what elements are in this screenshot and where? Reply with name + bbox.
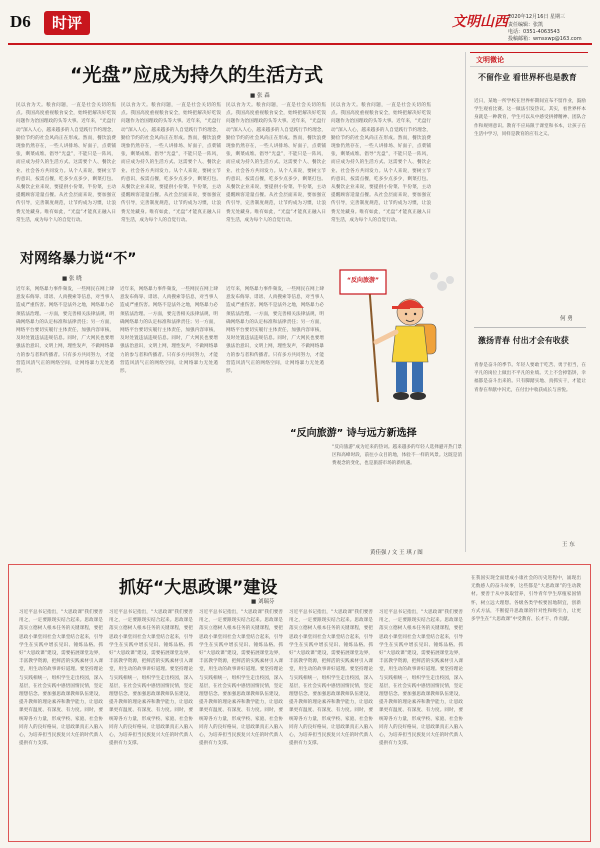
lead-body-col2: 民以食为天。粮食问题，一直是社会关切的焦点。我国高度重视粮食安全，始终把解决好吃饭问题作为治国理政的头等大事。近年来，“光盘行动”深入人心，越来越多的人自觉践行节约理念，勤俭节约的社会风尚正在形成。然而，餐饮浪费现象仍然存在，一些人讲排场、好面子，点菜铺张，剩菜成堆。倡导“光盘”，不能只是一阵风，而应成为持久的生活方式。这需要个人、餐饮企业、社会各方共同发力。从个人来说，要树立节约意识，按需点餐，吃多少点多少，剩菜打包。从餐饮企业来说，要提供小份菜、半份菜，主动提醒顾客适量点餐。从社会层面来说，要加强宣传引导，完善制度规范，让节约成为习惯，让浪费无处藏身。唯有如此，“光盘”才能真正融入日常生活，成为每个人的自觉行动。 — [121, 103, 221, 223]
violence-byline: ■ 张 晓 — [62, 276, 82, 282]
violence-body: 近年来，网络暴力事件频发，一些网民在网上肆意发布侮辱、诽谤、人肉搜索等信息，对当事人造成严重伤害。网络不是法外之地，网络暴力必须依法治理。一方面，要完善相关法律法规，明确网络暴力的认定标准和法律责任；另一方面，网络平台要切实履行主体责任，加强内容审核，及时处置违法违规信息。同时，广大网民也要增强法治意识，文明上网，理性发声，不做网络暴力的参与者和传播者。只有多方共同努力，才能营造风清气正的网络空间，让网络暴力无处遁形。 — [16, 287, 114, 375]
sidebar-item1-body: 近日，某地一所学校在世界杯期间宣布不留作业，鼓励学生观看比赛。这一做法引发热议。其实，看世界杯本身就是一种教育，学生可以从中感受拼搏精神、团队合作和规则意识。教育不应局限于课堂和书本，让孩子在生活中学习，同样是教育的应有之义。 — [474, 99, 586, 137]
masthead-logo: 文明山西 — [452, 14, 508, 30]
feature-body-col2: 习近平总书记指出，“大思政课”我们要善用之，一定要跟现实结合起来。思政课是落实立德树人根本任务的关键课程，要把思政小课堂同社会大课堂结合起来，引导学生在实践中增长见识、锤炼品格。抓好“大思政课”建设，需要拓展课堂边界，丰富教学资源，把鲜活的实践素材引入课堂，用生动的故事讲好道理。要坚持理论与实践相统一，组织学生走出校园，深入基层，在社会实践中感悟国情民情，坚定理想信念。要加强思政课教师队伍建设，提升教师的理论素养和教学能力，让思政课更有温度、有深度、有力度。同时，要统筹各方力量，形成学校、家庭、社会协同育人的良好格局，让思政课真正入脑入心，为培养担当民族复兴大任的时代新人提供有力支撑。 — [109, 610, 193, 747]
feature-side-body: 在我国实现全面建成小康社会的历史进程中，涌现出无数感人的奋斗故事，这些都是“大思政课”的生动教材。要善于从中汲取营养，引导青年学生厚植家国情怀，树立远大理想。各级各类学校要因地制宜，创新方式方法，不断提升思政课的针对性和吸引力，让更多学生在“大思政课”中受教育、长才干、作贡献。 — [471, 576, 581, 623]
sidebar-title: 文明微论 — [476, 56, 504, 64]
cartoon-illustration — [330, 262, 460, 412]
feature-body-col3: 习近平总书记指出，“大思政课”我们要善用之，一定要跟现实结合起来。思政课是落实立德树人根本任务的关键课程，要把思政小课堂同社会大课堂结合起来，引导学生在实践中增长见识、锤炼品格。抓好“大思政课”建设，需要拓展课堂边界，丰富教学资源，把鲜活的实践素材引入课堂，用生动的故事讲好道理。要坚持理论与实践相统一，组织学生走出校园，深入基层，在社会实践中感悟国情民情，坚定理想信念。要加强思政课教师队伍建设，提升教师的理论素养和教学能力，让思政课更有温度、有深度、有力度。同时，要统筹各方力量，形成学校、家庭、社会协同育人的良好格局，让思政课真正入脑入心，为培养担当民族复兴大任的时代新人提供有力支撑。 — [199, 610, 283, 747]
sidebar-item2-body: 青春是奋斗的季节。年轻人要敢于吃苦、勇于担当，在平凡的岗位上做出不平凡的业绩。天上不会掉馅饼，幸福都是奋斗出来的。只有脚踏实地、真抓实干，才能让青春在奉献中闪光，在付出中收获成长与喜悦。 — [474, 363, 586, 393]
sidebar-left-border — [465, 52, 466, 552]
cartoon-caption: “反向旅游” 诗与远方新选择 — [290, 428, 417, 439]
feature-body: 习近平总书记指出，“大思政课”我们要善用之，一定要跟现实结合起来。思政课是落实立德树人根本任务的关键课程，要把思政小课堂同社会大课堂结合起来，引导学生在实践中增长见识、锤炼品格。抓好“大思政课”建设，需要拓展课堂边界，丰富教学资源，把鲜活的实践素材引入课堂，用生动的故事讲好道理。要坚持理论与实践相统一，组织学生走出校园，深入基层，在社会实践中感悟国情民情，坚定理想信念。要加强思政课教师队伍建设，提升教师的理论素养和教学能力，让思政课更有温度、有深度、有力度。同时，要统筹各方力量，形成学校、家庭、社会协同育人的良好格局，让思政课真正入脑入心，为培养担当民族复兴大任的时代新人提供有力支撑。 — [19, 610, 103, 747]
sidebar-item1-title: 不留作业 看世界杯也是教育 — [478, 73, 577, 82]
feature-headline: 抓好“大思政课”建设 — [119, 578, 278, 598]
sidebar-item1-author: 何 勇 — [560, 316, 573, 322]
violence-body-col2: 近年来，网络暴力事件频发，一些网民在网上肆意发布侮辱、诽谤、人肉搜索等信息，对当事人造成严重伤害。网络不是法外之地，网络暴力必须依法治理。一方面，要完善相关法律法规，明确网络暴力的认定标准和法律责任；另一方面，网络平台要切实履行主体责任，加强内容审核，及时处置违法违规信息。同时，广大网民也要增强法治意识，文明上网，理性发声，不做网络暴力的参与者和传播者。只有多方共同努力，才能营造风清气正的网络空间，让网络暴力无处遁形。 — [120, 287, 218, 375]
editor-line: 责任编辑：张凯 — [508, 22, 544, 28]
phone-line: 电话：0351-4063543 — [508, 29, 560, 35]
feature-body-col5: 习近平总书记指出，“大思政课”我们要善用之，一定要跟现实结合起来。思政课是落实立德树人根本任务的关键课程，要把思政小课堂同社会大课堂结合起来，引导学生在实践中增长见识、锤炼品格。抓好“大思政课”建设，需要拓展课堂边界，丰富教学资源，把鲜活的实践素材引入课堂，用生动的故事讲好道理。要坚持理论与实践相统一，组织学生走出校园，深入基层，在社会实践中感悟国情民情，坚定理想信念。要加强思政课教师队伍建设，提升教师的理论素养和教学能力，让思政课更有温度、有深度、有力度。同时，要统筹各方力量，形成学校、家庭、社会协同育人的良好格局，让思政课真正入脑入心，为培养担当民族复兴大任的时代新人提供有力支撑。 — [379, 610, 463, 747]
lead-body: 民以食为天。粮食问题，一直是社会关切的焦点。我国高度重视粮食安全，始终把解决好吃饭问题作为治国理政的头等大事。近年来，“光盘行动”深入人心，越来越多的人自觉践行节约理念，勤俭节约的社会风尚正在形成。然而，餐饮浪费现象仍然存在，一些人讲排场、好面子，点菜铺张，剩菜成堆。倡导“光盘”，不能只是一阵风，而应成为持久的生活方式。这需要个人、餐饮企业、社会各方共同发力。从个人来说，要树立节约意识，按需点餐，吃多少点多少，剩菜打包。从餐饮企业来说，要提供小份菜、半份菜，主动提醒顾客适量点餐。从社会层面来说，要加强宣传引导，完善制度规范，让节约成为习惯，让浪费无处藏身。唯有如此，“光盘”才能真正融入日常生活，成为每个人的自觉行动。 — [16, 103, 116, 223]
sidebar-panel — [470, 52, 588, 552]
violence-body-col3: 近年来，网络暴力事件频发，一些网民在网上肆意发布侮辱、诽谤、人肉搜索等信息，对当事人造成严重伤害。网络不是法外之地，网络暴力必须依法治理。一方面，要完善相关法律法规，明确网络暴力的认定标准和法律责任；另一方面，网络平台要切实履行主体责任，加强内容审核，及时处置违法违规信息。同时，广大网民也要增强法治意识，文明上网，理性发声，不做网络暴力的参与者和传播者。只有多方共同努力，才能营造风清气正的网络空间，让网络暴力无处遁形。 — [226, 287, 324, 375]
cartoon-credit: 黄佳强 / 文 王 琪 / 图 — [370, 550, 423, 556]
violence-headline: 对网络暴力说“不” — [20, 251, 137, 267]
lead-body-col4: 民以食为天。粮食问题，一直是社会关切的焦点。我国高度重视粮食安全，始终把解决好吃饭问题作为治国理政的头等大事。近年来，“光盘行动”深入人心，越来越多的人自觉践行节约理念，勤俭节约的社会风尚正在形成。然而，餐饮浪费现象仍然存在，一些人讲排场、好面子，点菜铺张，剩菜成堆。倡导“光盘”，不能只是一阵风，而应成为持久的生活方式。这需要个人、餐饮企业、社会各方共同发力。从个人来说，要树立节约意识，按需点餐，吃多少点多少，剩菜打包。从餐饮企业来说，要提供小份菜、半份菜，主动提醒顾客适量点餐。从社会层面来说，要加强宣传引导，完善制度规范，让节约成为习惯，让浪费无处藏身。唯有如此，“光盘”才能真正融入日常生活，成为每个人的自觉行动。 — [331, 103, 431, 223]
feature-body-col4: 习近平总书记指出，“大思政课”我们要善用之，一定要跟现实结合起来。思政课是落实立德树人根本任务的关键课程，要把思政小课堂同社会大课堂结合起来，引导学生在实践中增长见识、锤炼品格。抓好“大思政课”建设，需要拓展课堂边界，丰富教学资源，把鲜活的实践素材引入课堂，用生动的故事讲好道理。要坚持理论与实践相统一，组织学生走出校园，深入基层，在社会实践中感悟国情民情，坚定理想信念。要加强思政课教师队伍建设，提升教师的理论素养和教学能力，让思政课更有温度、有深度、有力度。同时，要统筹各方力量，形成学校、家庭、社会协同育人的良好格局，让思政课真正入脑入心，为培养担当民族复兴大任的时代新人提供有力支撑。 — [289, 610, 373, 747]
cartoon-flag-text: “反向旅游” — [347, 277, 379, 284]
feature-box — [8, 564, 591, 842]
section-badge — [44, 11, 90, 35]
sidebar-item2-title: 激扬青春 付出才会有收获 — [478, 336, 569, 345]
section-title: 时评 — [51, 14, 82, 32]
lead-body-col3: 民以食为天。粮食问题，一直是社会关切的焦点。我国高度重视粮食安全，始终把解决好吃饭问题作为治国理政的头等大事。近年来，“光盘行动”深入人心，越来越多的人自觉践行节约理念，勤俭节约的社会风尚正在形成。然而，餐饮浪费现象仍然存在，一些人讲排场、好面子，点菜铺张，剩菜成堆。倡导“光盘”，不能只是一阵风，而应成为持久的生活方式。这需要个人、餐饮企业、社会各方共同发力。从个人来说，要树立节约意识，按需点餐，吃多少点多少，剩菜打包。从餐饮企业来说，要提供小份菜、半份菜，主动提醒顾客适量点餐。从社会层面来说，要加强宣传引导，完善制度规范，让节约成为习惯，让浪费无处藏身。唯有如此，“光盘”才能真正融入日常生活，成为每个人的自觉行动。 — [226, 103, 326, 223]
feature-byline: ■ 刘瑞芬 — [251, 599, 275, 605]
sidebar-divider — [474, 327, 586, 328]
traveler-cartoon-icon — [330, 262, 460, 412]
cartoon-body: “反向旅游”成为近来的热词。越来越多的年轻人选择避开热门景区和高峰时段，前往小众目的地，体验不一样的风景。这既是消费观念的变化，也是旅游市场的新机遇。 — [332, 445, 462, 467]
sidebar-item2-author: 王 东 — [562, 542, 575, 548]
lead-byline: ■ 张 森 — [250, 93, 270, 99]
header-rule — [8, 43, 592, 45]
sidebar-header — [470, 52, 588, 67]
lead-headline: “光盘”应成为持久的生活方式 — [70, 64, 323, 86]
date-line: 2020年12月16日 星期三 — [508, 14, 566, 20]
email-line: 投稿邮箱：wmsxwp@163.com — [508, 36, 582, 42]
page-number: D6 — [10, 12, 31, 31]
